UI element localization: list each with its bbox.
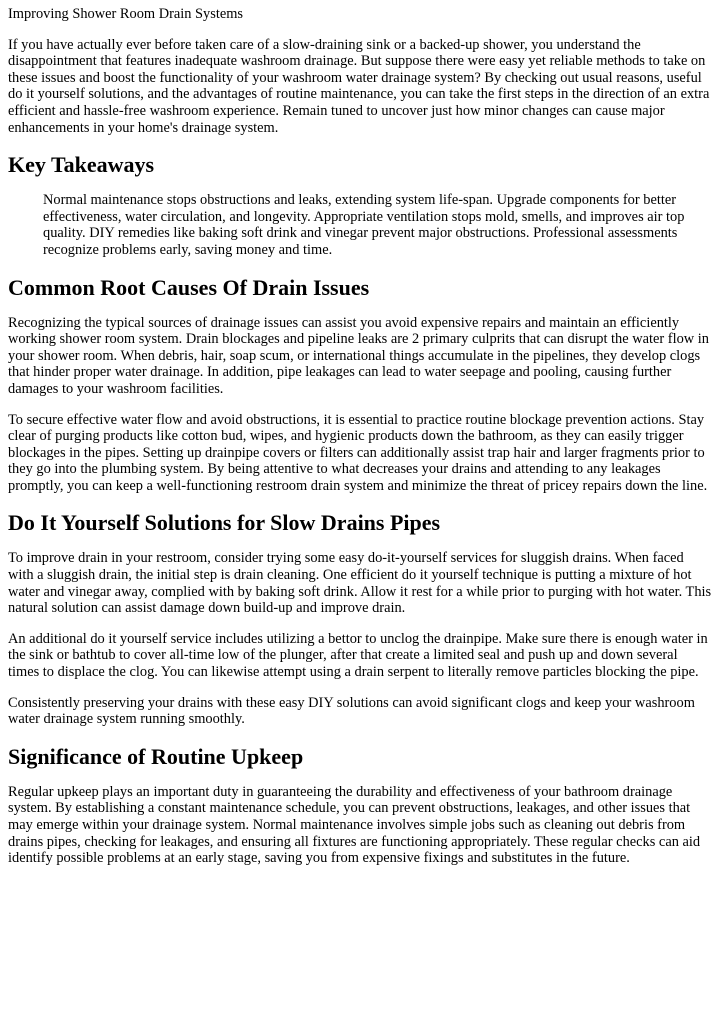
document-title: Improving Shower Room Drain Systems [8, 6, 244, 22]
section-heading-key-takeaways: Key Takeaways [8, 152, 155, 178]
intro-paragraph: If you have actually ever before taken care of a slow-draining sink or a backed-up shower, you understand the disappointment that features inadequate washroom drainage. But suppose there were easy yet reliable methods to take on these issues and boost the functionality of your washroom water drainage system? By checking out usual reasons, useful do it yourself solutions, and the advantages of routine maintenance, you can take the first steps in the direction of an extra efficient and hassle-free washroom experience. Remain tuned to uncover just how minor changes can cause major enhancements in your home's drainage system. [8, 36, 710, 136]
diy-solutions-paragraph-1: To improve drain in your restroom, consider trying some easy do-it-yourself services for sluggish drains. When faced with a sluggish drain, the initial step is drain cleaning. One efficient do it yourself technique is putting a mixture of hot water and vinegar away, complied with by baking soft drink. Allow it rest for a while prior to purging with hot water. This natural solution can assist damage down build-up and improve drain. [8, 550, 712, 617]
section-heading-common-causes: Common Root Causes Of Drain Issues [8, 274, 370, 300]
key-takeaways-quote: Normal maintenance stops obstructions and leaks, extending system life-span. Upgrade components for better effectiveness, water circulation, and longevity. Appropriate ventilation stops mold, smells, and improves air top quality. DIY remedies like baking soft drink and vinegar prevent major obstructions. Professional assessments recognize problems early, saving money and time. [43, 192, 685, 258]
diy-solutions-paragraph-3: Consistently preserving your drains with these easy DIY solutions can avoid significant clogs and keep your washroom water drainage system running smoothly. [8, 694, 695, 728]
diy-solutions-paragraph-2: An additional do it yourself service includes utilizing a bettor to unclog the drainpipe. Make sure there is enough water in the sink or bathtub to cover all-time low of the plunger, after that create a limited seal and push up and down several times to displace the clog. You can likewise attempt using a drain serpent to literally remove particles blocking the pipe. [8, 630, 708, 681]
common-causes-paragraph-2: To secure effective water flow and avoid obstructions, it is essential to practice routine blockage prevention actions. Stay clear of purging products like cotton bud, wipes, and hygienic products down the bathroom, as they can easily trigger blockages in the pipes. Setting up drainpipe covers or filters can additionally assist trap hair and larger fragments prior to they go into the plumbing system. By being attentive to what decreases your drains and attending to any leakages promptly, you can keep a well-functioning restroom drain system and minimize the threat of pricey repairs down the line. [8, 411, 708, 494]
routine-upkeep-paragraph-1: Regular upkeep plays an important duty in guaranteeing the durability and effectiveness of your bathroom drainage system. By establishing a constant maintenance schedule, you can prevent obstructions, leakages, and other issues that may emerge within your drainage system. Normal maintenance involves simple jobs such as cleaning out debris from drains pipes, checking for leakages, and ensuring all fixtures are functioning appropriately. These regular checks can aid identify possible problems at an early stage, saving you from expensive fixings and substitutes in the future. [8, 783, 701, 867]
section-heading-routine-upkeep: Significance of Routine Upkeep [8, 743, 304, 769]
section-heading-diy-solutions: Do It Yourself Solutions for Slow Drains Pipes [8, 510, 441, 536]
common-causes-paragraph-1: Recognizing the typical sources of drainage issues can assist you avoid expensive repairs and maintain an efficiently working shower room system. Drain blockages and pipeline leaks are 2 primary culprits that can disrupt the water flow in your shower room. When debris, hair, soap scum, or international things accumulate in the pipelines, they develop clogs that hinder proper water drainage. In addition, pipe leakages can lead to water seepage and pooling, causing further damages to your washroom facilities. [8, 314, 709, 397]
